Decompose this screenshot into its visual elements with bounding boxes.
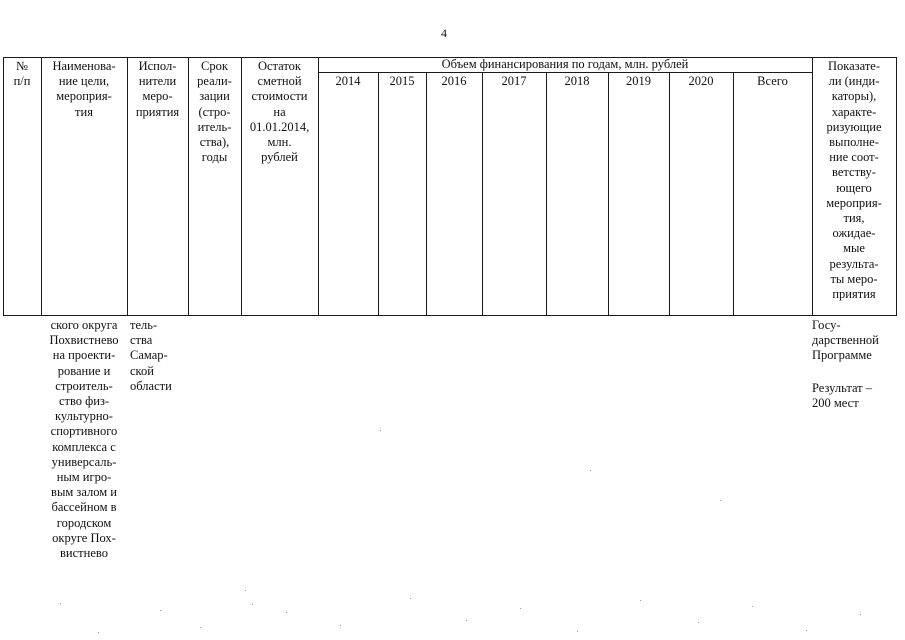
header-number: № п/п	[13, 59, 31, 89]
header-indicators: Показате- ли (инди- каторы), характе- ризующие выполне- ние соот- ветству- ющего мероприя- тия, ожидае- мые результа- ты меро- приятия	[826, 59, 882, 302]
header-name: Наименова- ние цели, мероприя- тия	[52, 59, 116, 119]
header-term: Срок реали- зации (стро- итель- ства), годы	[197, 59, 232, 165]
row-indicator-text: Госу- дарственной Программе	[812, 318, 879, 363]
header-year-2017: 2017	[501, 74, 527, 88]
table-header-bottom-border	[3, 315, 897, 316]
header-year-2020: 2020	[688, 74, 714, 88]
year-divider	[546, 72, 547, 316]
header-year-2014: 2014	[335, 74, 361, 88]
table-right-border	[896, 57, 897, 316]
header-year-2018: 2018	[564, 74, 590, 88]
year-divider	[608, 72, 609, 316]
table-left-border	[3, 57, 4, 316]
header-executors: Испол- нители меро- приятия	[135, 59, 180, 119]
year-divider	[378, 72, 379, 316]
col-divider	[318, 57, 319, 316]
row-indicator-result: Результат – 200 мест	[812, 381, 873, 411]
year-divider	[669, 72, 670, 316]
row-name-cell: ского округа Похвистнево на проекти- рование и строитель- ство физ- культурно- спортивного комплекса с универсаль- ным игро- вым залом и бассейном в городском округе Пох- вистнево	[49, 318, 119, 561]
header-year-2019: 2019	[626, 74, 651, 88]
header-total: Всего	[757, 74, 788, 88]
page-number: 4	[441, 26, 447, 40]
header-funding-group: Объем финансирования по годам, млн. рублей	[441, 57, 689, 71]
header-year-2015: 2015	[389, 74, 415, 88]
year-divider	[426, 72, 427, 316]
year-divider	[482, 72, 483, 316]
header-balance: Остаток сметной стоимости на 01.01.2014, млн. рублей	[249, 59, 310, 165]
header-year-2016: 2016	[441, 74, 467, 88]
year-divider	[733, 72, 734, 316]
row-executor-cell: тель- ства Самар- ской области	[130, 318, 172, 393]
